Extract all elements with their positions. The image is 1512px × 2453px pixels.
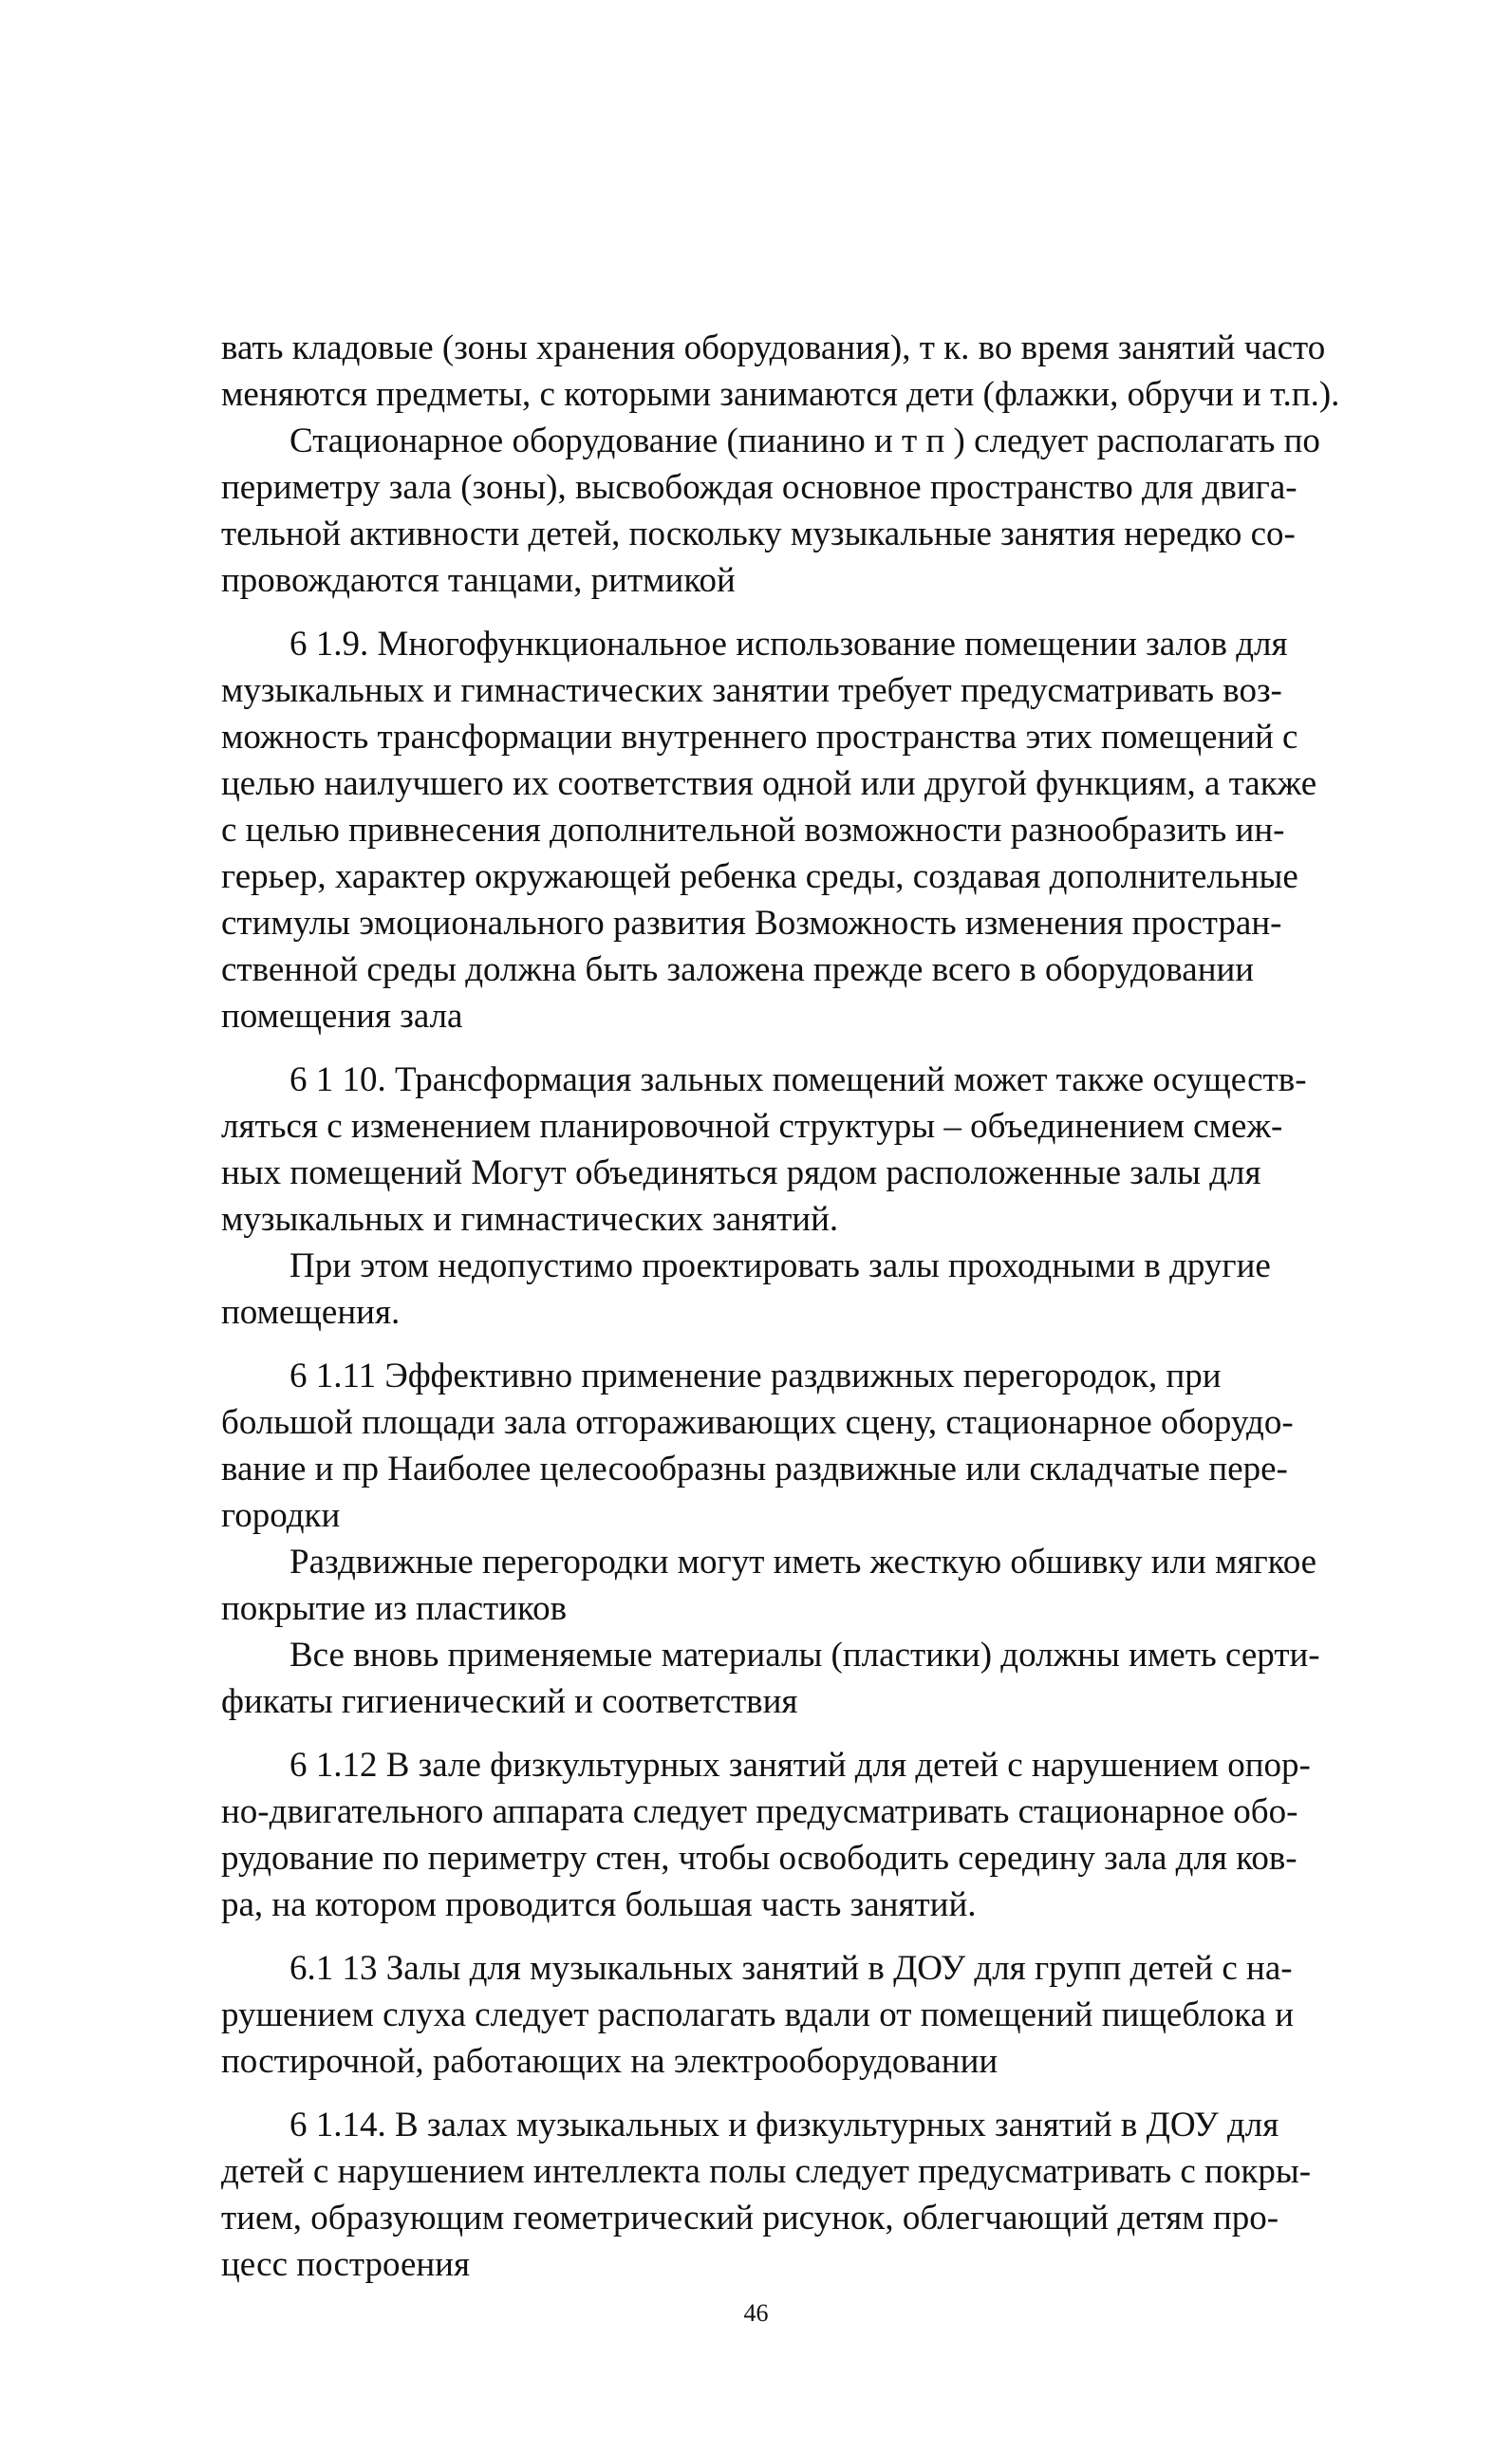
paragraph-6-1-13: 6.1 13 Залы для музыкальных занятий в ДОУ для групп детей с на- рушением слуха следует располагать вдали от помещений пищеблока и постирочной, работающих на электрооборудовании [221, 1949, 1294, 2081]
paragraph-6-1-10: 6 1 10. Трансформация зальных помещений может также осуществ- ляться с изменением планировочной структуры – объединением смеж- ных помещений Могут объединяться рядом расположенные залы для музыкальных и гимнастических занятий. [221, 1060, 1307, 1239]
paragraph-6-1-14: 6 1.14. В залах музыкальных и физкультурных занятий в ДОУ для детей с нарушением интеллекта полы следует предусматривать с покры- тием, образующим геометрический рисунок, облегчающий детям про- цесс построения [221, 2106, 1312, 2284]
page-number: 46 [743, 2299, 769, 2327]
paragraph-materials: Все вновь применяемые материалы (пластики) должны иметь серти- фикаты гигиенический и соответствия [221, 1636, 1320, 1721]
paragraph-sliding-partitions: Раздвижные перегородки могут иметь жесткую обшивку или мягкое покрытие из пластиков [221, 1543, 1317, 1628]
paragraph-continuation: вать кладовые (зоны хранения оборудования), т к. во время занятий часто меняются предметы, с которыми занимаются дети (флажки, обручи и т.п.). [221, 328, 1340, 414]
paragraph-stationary-equipment: Стационарное оборудование (пианино и т п ) следует располагать по периметру зала (зоны), высвобождая основное пространство для двига- тельной активности детей, поскольку музыкальные занятия нередко со- провождаются танцами, ритмикой [221, 421, 1320, 600]
paragraph-6-1-9: 6 1.9. Многофункциональное использование помещении залов для музыкальных и гимнастических занятии требует предусматривать воз- можность трансформации внутреннего пространства этих помещений с целью наилучшего их соответствия одной или другой функциям, а также с целью привнесения дополнительной возможности разнообразить ин- герьер, характер окружающей ребенка среды, создавая дополнительные стимулы эмоционального развития Возможность изменения простран- ственной среды должна быть заложена прежде всего в оборудовании помещения зала [221, 625, 1317, 1036]
paragraph-passage-halls: При этом недопустимо проектировать залы проходными в другие помещения. [221, 1246, 1271, 1332]
paragraph-6-1-12: 6 1.12 В зале физкультурных занятий для детей с нарушением опор- но-двигательного аппарата следует предусматривать стационарное обо- рудование по периметру стен, чтобы освободить середину зала для ков- ра, на котором проводится большая часть занятий. [221, 1746, 1311, 1924]
paragraph-6-1-11: 6 1.11 Эффективно применение раздвижных перегородок, при большой площади зала отгораживающих сцену, стационарное оборудо- вание и пр Наиболее целесообразны раздвижные или складчатые пере- городки [221, 1357, 1294, 1535]
document-page [221, 325, 1443, 2288]
